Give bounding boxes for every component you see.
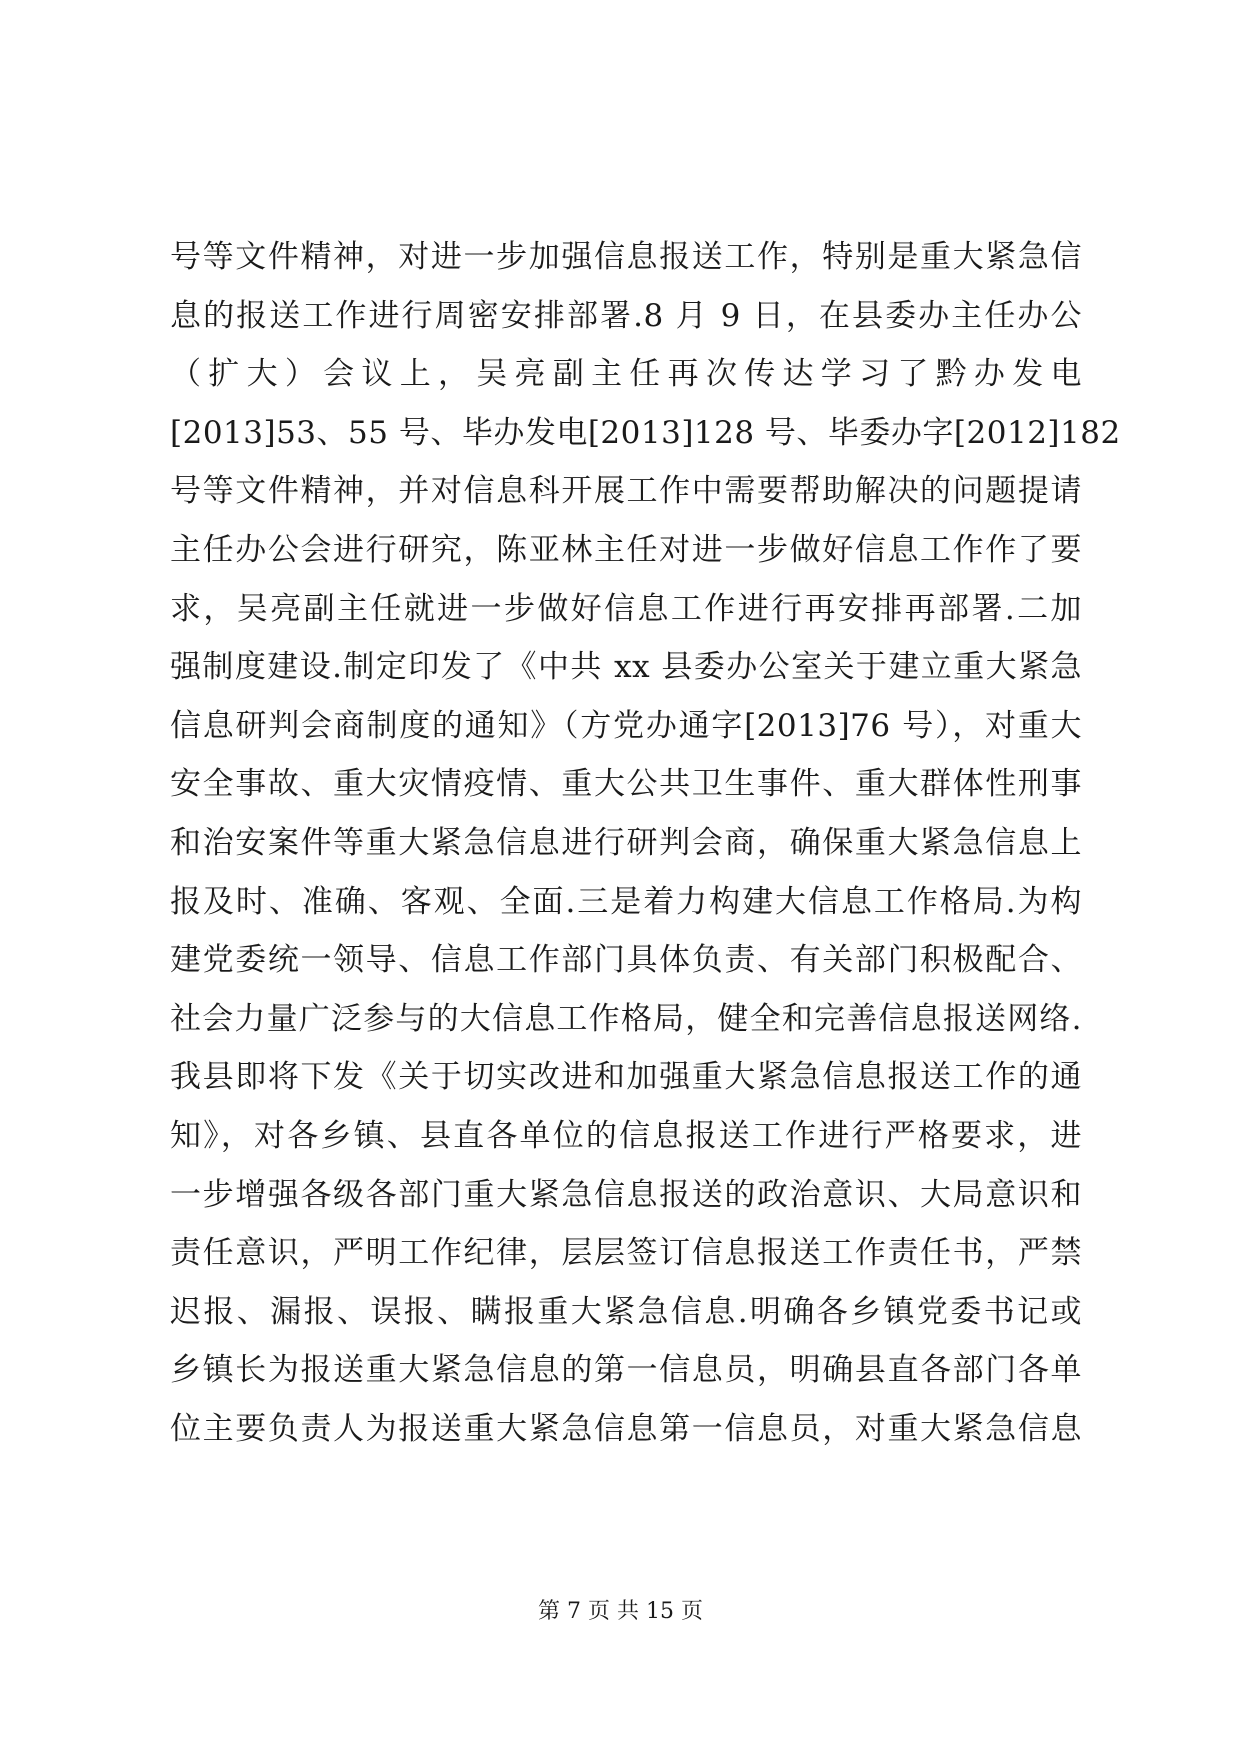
text-line: 息的报送工作进行周密安排部署.8 月 9 日，在县委办主任办公	[170, 297, 1082, 334]
text-line: 报及时、准确、客观、全面.三是着力构建大信息工作格局.为构	[170, 883, 1082, 920]
text-line: 号等文件精神，并对信息科开展工作中需要帮助解决的问题提请	[170, 473, 1082, 510]
text-line: 建党委统一领导、信息工作部门具体负责、有关部门积极配合、	[170, 942, 1082, 979]
text-line: 乡镇长为报送重大紧急信息的第一信息员，明确县直各部门各单	[170, 1352, 1082, 1389]
text-line: 迟报、漏报、误报、瞒报重大紧急信息.明确各乡镇党委书记或	[170, 1293, 1082, 1330]
text-line: 信息研判会商制度的通知》（方党办通字[2013]76 号），对重大	[170, 707, 1082, 744]
text-line: 和治安案件等重大紧急信息进行研判会商，确保重大紧急信息上	[170, 824, 1082, 861]
text-line: 责任意识，严明工作纪律，层层签订信息报送工作责任书，严禁	[170, 1235, 1082, 1272]
text-line: 一步增强各级各部门重大紧急信息报送的政治意识、大局意识和	[170, 1176, 1082, 1213]
text-line: 安全事故、重大灾情疫情、重大公共卫生事件、重大群体性刑事	[170, 766, 1082, 803]
text-line: 求，吴亮副主任就进一步做好信息工作进行再安排再部署.二加	[170, 590, 1082, 627]
text-line: 号等文件精神，对进一步加强信息报送工作，特别是重大紧急信	[170, 239, 1082, 275]
page-number-label: 第 7 页 共 15 页	[538, 1599, 703, 1624]
page-footer	[0, 1597, 1241, 1627]
text-line: （扩大）会议上，吴亮副主任再次传达学习了黔办发电	[170, 356, 1082, 393]
text-line: 社会力量广泛参与的大信息工作格局，健全和完善信息报送网络.	[170, 1000, 1082, 1037]
text-line: [2013]53、55 号、毕办发电[2013]128 号、毕委办字[2012]182	[170, 414, 1121, 451]
text-line: 主任办公会进行研究，陈亚林主任对进一步做好信息工作作了要	[170, 531, 1082, 568]
text-line: 我县即将下发《关于切实改进和加强重大紧急信息报送工作的通	[170, 1059, 1082, 1096]
body-text	[170, 228, 1121, 1458]
text-line: 知》，对各乡镇、县直各单位的信息报送工作进行严格要求，进	[170, 1117, 1082, 1154]
text-line: 强制度建设.制定印发了《中共 xx 县委办公室关于建立重大紧急	[170, 649, 1082, 686]
text-line: 位主要负责人为报送重大紧急信息第一信息员，对重大紧急信息	[170, 1410, 1082, 1447]
